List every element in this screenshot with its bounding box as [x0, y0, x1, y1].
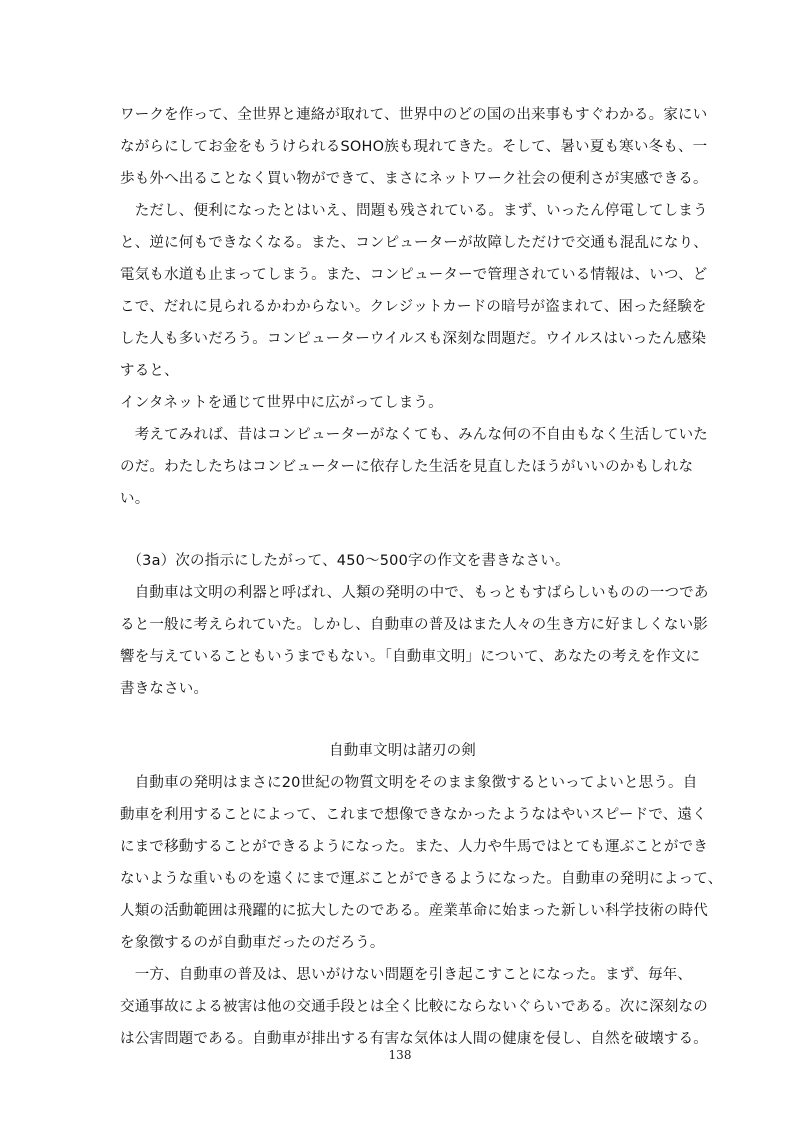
text-line: 動車を利用することによって、これまで想像できなかったようなはやいスピードで、遠く — [120, 807, 707, 823]
text-line: （3a）次の指示にしたがって、450～500字の作文を書きなさい。 — [120, 553, 570, 569]
text-line: は公害問題である。自動車が排出する有害な気体は人間の健康を侵し、自然を破壊する。 — [120, 1031, 708, 1047]
text-line: ただし、便利になったとはいえ、問題も残されている。まず、いったん停電してしまう — [120, 203, 708, 219]
text-line: 電気も水道も止まってしまう。また、コンピューターで管理されている情報は、いつ、ど — [120, 267, 708, 283]
text-line: すると、 — [120, 363, 179, 379]
paragraph-group-computer-society — [120, 99, 708, 515]
text-line: 書きなさい。 — [120, 681, 209, 697]
text-line: ないような重いものを遠くにまで運ぶことができるようになった。自動車の発明によって、 — [120, 871, 723, 887]
text-line: と、逆に何もできなくなる。また、コンピューターが故障しただけで交通も混乱になり、 — [120, 235, 708, 251]
text-line: を象徴するのが自動車だったのだろう。 — [120, 935, 385, 951]
exercise-prompt — [120, 545, 709, 705]
document-body — [120, 99, 723, 1055]
text-line: にまで移動することができるようになった。また、人力や牛馬ではとても運ぶことができ — [120, 839, 708, 855]
text-line: 交通事故による被害は他の交通手段とは全く比較にならないぐらいである。次に深刻なの — [120, 999, 708, 1015]
text-line: ると一般に考えられていた。しかし、自動車の普及はまた人々の生き方に好ましくない影 — [120, 617, 708, 633]
text-line: 考えてみれば、昔はコンピューターがなくても、みんな何の不自由もなく生活していた — [120, 427, 708, 443]
text-line: こで、だれに見られるかわからない。クレジットカードの暗号が盗まれて、困った経験を — [120, 299, 707, 315]
section-spacer — [120, 705, 685, 735]
text-line: ワークを作って、全世界と連絡が取れて、世界中のどの国の出来事もすぐわかる。家にい — [120, 107, 708, 123]
page-number: 138 — [388, 1048, 412, 1062]
text-line: 歩も外へ出ることなく買い物ができて、まさにネットワーク社会の便利さが実感できる。 — [120, 171, 708, 187]
text-line: インタネットを通じて世界中に広がってしまう。 — [120, 395, 443, 411]
text-line: 一方、自動車の普及は、思いがけない問題を引き起こすことになった。まず、毎年、 — [120, 967, 693, 983]
text-line: い。 — [120, 491, 150, 507]
text-line: ながらにしてお金をもうけられるSOHO族も現れてきた。そして、暑い夏も寒い冬も、一 — [120, 139, 708, 155]
text-line: 響を与えていることもいうまでもない。「自動車文明」について、あなたの考えを作文に — [120, 649, 701, 665]
text-line: した人も多いだろう。コンピューターウイルスも深刻な問題だ。ウイルスはいったん感染 — [120, 331, 707, 347]
section-spacer — [120, 515, 685, 545]
text-line: 人類の活動範囲は飛躍的に拡大したのである。産業革命に始まった新しい科学技術の時代 — [120, 903, 708, 919]
essay-title: 自動車文明は諸刃の剣 — [329, 743, 476, 759]
text-line: 自動車は文明の利器と呼ばれ、人類の発明の中で、もっともすばらしいものの一つであ — [120, 585, 709, 601]
text-line: のだ。わたしたちはコンビューターに依存した生活を見直したほうがいいのかもしれな — [120, 459, 694, 475]
text-line: 自動車の発明はまさに20世紀の物質文明をそのまま象徴するといってよいと思う。自 — [120, 775, 698, 791]
essay-body — [120, 767, 723, 1055]
